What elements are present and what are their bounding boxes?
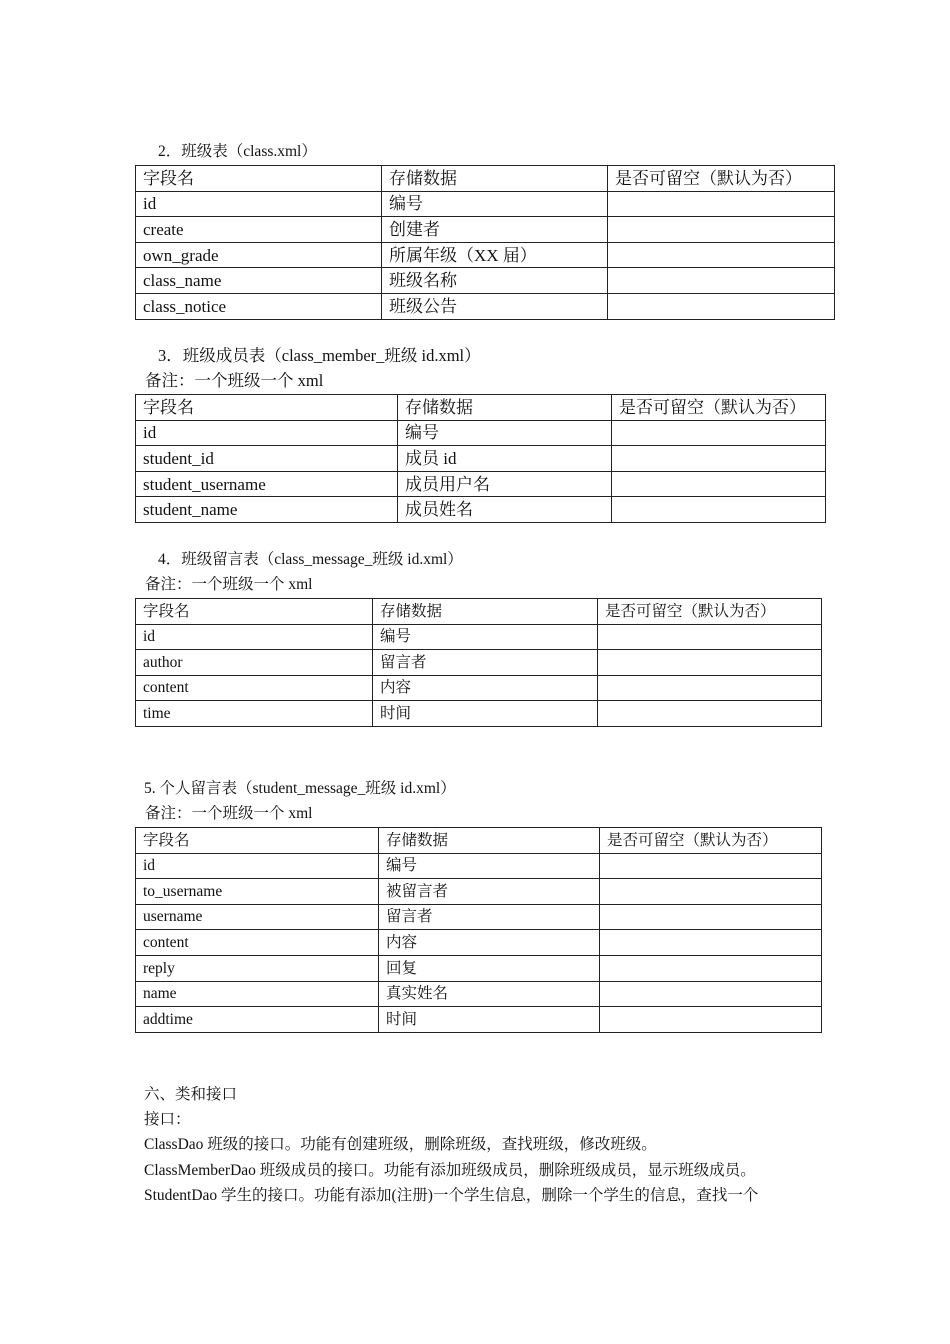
table-cell: 成员用户名 [398,471,612,497]
table-cell: own_grade [136,242,382,268]
table-cell [608,293,835,319]
section-note: 备注：一个班级一个 xml [145,805,313,822]
table-header-cell: 字段名 [136,828,379,854]
table-cell: username [136,904,379,930]
table-row [136,497,826,523]
table-row [136,930,822,956]
data-table [135,598,822,727]
section-title: 5. 个人留言表（student_message_班级 id.xml） [144,780,456,797]
table-row [136,217,835,243]
table-row [136,293,835,319]
table-cell: 创建者 [382,217,608,243]
table-row [136,420,826,446]
table-cell [600,904,822,930]
table-header-cell: 是否可留空（默认为否） [612,395,826,421]
table-cell: 编号 [373,624,598,650]
table-cell: author [136,650,373,676]
table-cell [598,624,822,650]
table-cell: 留言者 [379,904,600,930]
table-cell: id [136,420,398,446]
table-cell [608,217,835,243]
table-cell: 编号 [398,420,612,446]
interface-description: ClassDao 班级的接口。功能有创建班级，删除班级，查找班级，修改班级。 [144,1136,657,1153]
section-title: 3．班级成员表（class_member_班级 id.xml） [158,346,481,365]
table-row [136,1007,822,1033]
table-cell [598,701,822,727]
table-cell: 成员 id [398,446,612,472]
table-row [136,268,835,294]
table-row [136,853,822,879]
table-cell: content [136,930,379,956]
table-cell: content [136,675,373,701]
interface-description: ClassMemberDao 班级成员的接口。功能有添加班级成员，删除班级成员，显示班级成员。 [144,1162,756,1179]
section-note: 备注：一个班级一个 xml [145,576,313,593]
table-cell: id [136,624,373,650]
section-note: 备注：一个班级一个 xml [145,371,324,390]
table-cell: class_notice [136,293,382,319]
table-header-cell: 字段名 [136,166,382,192]
table-cell: 被留言者 [379,879,600,905]
table-cell: to_username [136,879,379,905]
table-cell: id [136,191,382,217]
data-table [135,394,826,523]
table-row [136,446,826,472]
table-cell: student_username [136,471,398,497]
section-title: 2．班级表（class.xml） [158,143,317,160]
table-cell: create [136,217,382,243]
table-cell: id [136,853,379,879]
table-cell: 时间 [379,1007,600,1033]
table-row [136,675,822,701]
table-cell: reply [136,955,379,981]
table-cell: 内容 [373,675,598,701]
table-header-cell: 是否可留空（默认为否） [598,599,822,625]
table-header-row [136,166,835,192]
table-cell [600,930,822,956]
chapter-heading: 六、类和接口 [144,1086,238,1103]
table-header-cell: 是否可留空（默认为否） [600,828,822,854]
table-cell: 回复 [379,955,600,981]
table-row [136,879,822,905]
table-row [136,904,822,930]
table-header-cell: 存储数据 [379,828,600,854]
table-header-row [136,828,822,854]
table-cell: student_name [136,497,398,523]
table-cell [612,497,826,523]
table-cell: class_name [136,268,382,294]
table-cell: 时间 [373,701,598,727]
table-cell: 内容 [379,930,600,956]
table-cell [608,268,835,294]
table-cell: name [136,981,379,1007]
table-cell: 编号 [382,191,608,217]
table-row [136,624,822,650]
table-cell: 班级公告 [382,293,608,319]
table-header-cell: 存储数据 [373,599,598,625]
table-cell [608,191,835,217]
table-header-cell: 是否可留空（默认为否） [608,166,835,192]
table-cell: student_id [136,446,398,472]
table-cell: time [136,701,373,727]
table-cell [612,446,826,472]
table-row [136,955,822,981]
table-row [136,191,835,217]
table-cell [598,650,822,676]
table-cell: 真实姓名 [379,981,600,1007]
table-cell [608,242,835,268]
table-cell [600,1007,822,1033]
table-header-cell: 字段名 [136,599,373,625]
table-header-cell: 字段名 [136,395,398,421]
section-title: 4．班级留言表（class_message_班级 id.xml） [158,551,463,568]
table-header-row [136,395,826,421]
table-row [136,471,826,497]
data-table [135,827,822,1033]
table-cell [612,420,826,446]
table-cell [612,471,826,497]
table-header-cell: 存储数据 [398,395,612,421]
table-row [136,242,835,268]
table-cell: 编号 [379,853,600,879]
table-row [136,981,822,1007]
table-cell: 留言者 [373,650,598,676]
table-cell: 所属年级（XX 届） [382,242,608,268]
interface-description: StudentDao 学生的接口。功能有添加(注册)一个学生信息，删除一个学生的信息，查找一个 [144,1187,759,1204]
chapter-subheading: 接口： [144,1111,191,1128]
table-cell [600,879,822,905]
table-header-cell: 存储数据 [382,166,608,192]
table-cell: 班级名称 [382,268,608,294]
table-cell: 成员姓名 [398,497,612,523]
table-cell [600,955,822,981]
table-cell: addtime [136,1007,379,1033]
data-table [135,165,835,320]
table-cell [598,675,822,701]
table-header-row [136,599,822,625]
table-row [136,701,822,727]
table-cell [600,853,822,879]
table-cell [600,981,822,1007]
table-row [136,650,822,676]
